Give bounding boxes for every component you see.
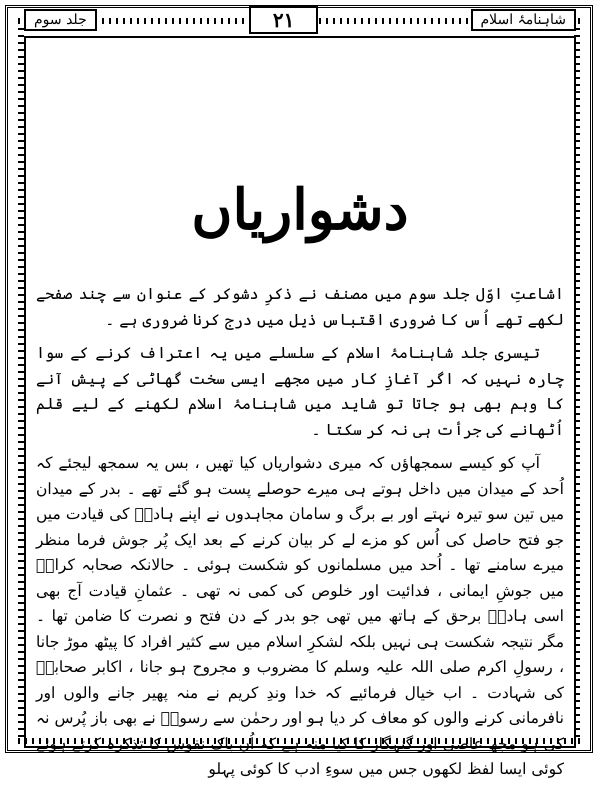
header-volume: جلد سوم <box>24 9 97 31</box>
paragraph-1: اشاعتِ اوّل جلد سوم میں مصنف نے ذکرِ دشوکر کے عنوان سے چند صفحے لکھے تھے اُس کا ضروری اقتباس ذیل میں درج کرنا ضروری ہے ۔ <box>36 285 564 329</box>
header-book-title: شاہنامۂ اسلام <box>471 9 576 31</box>
header-page-number: ۲۱ <box>249 6 318 34</box>
body-text <box>36 282 564 791</box>
page-title: دشواریاں <box>191 177 409 243</box>
paragraph-3: آپ کو کیسے سمجھاؤں کہ میری دشواریاں کیا تھیں ، بس یہ سمجھ لیجئے کہ اُحد کے میدان میں داخل ہوتے ہی میرے حوصلے پست ہو گئے تھے ۔ بدر کے میدان میں تین سو تیرہ نہتے اور بے برگ و سامان مجاہدوں نے اپنے ہادیؐ کی قیادت میں جو فتح حاصل کی اُس کو مزے لے کر بیان کرنے کے بعد ایک پُر جوش فرما منظر میرے سامنے تھا ۔ اُحد میں مسلمانوں کو شکست ہوئی ۔ حالانکہ صحابہ کرامؓ میں جوشِ ایمانی ، فدائیت اور خلوص کی کمی نہ تھی ۔ عثمانِ قیادت آج بھی اسی ہادیؐ برحق کے ہاتھ میں تھی جو بدر کے دن فتح و نصرت کا ضامن تھا ۔ مگر نتیجہ شکست ہی نہیں بلکہ لشکرِ اسلام میں سے کثیر افراد کا پیٹھ موڑ جانا ، رسولِ اکرم صلی اللہ علیہ وسلم کا مضروب و مجروح ہو جانا ، اکابر صحابہؓ کی شہادت ۔ اب خیال فرمائیے کہ خدا وندِ کریم نے منہ پھیر جانے والوں اور نافرمانی کرنے والوں کو معاف کر دیا ہو اور رحمٰن سے رسولؐ نے بھی باز پُرس نہ کی ہو مجھ عاصی اور گنہگار کا کیا منہ ہے کہ اُن پاک نفوس کا تذکرہ کرتے ہوئے کوئی ایسا لفظ لکھوں جس میں سوءِ ادب کا کوئی پہلو <box>36 454 564 778</box>
paragraph-2: تیسری جلد شاہنامۂ اسلام کے سلسلے میں یہ اعتراف کرنے کے سوا چارہ نہیں کہ اگر آغازِ کار میں مجھے ایسی سخت گھاٹی کے پیش آنے کا وہم بھی ہو جاتا تو شاید میں شاہنامۂ اسلام لکھنے کے لیے قلم اُٹھانے کی جرأت ہی نہ کر سکتا ۔ <box>36 344 564 439</box>
page-header <box>24 6 576 34</box>
